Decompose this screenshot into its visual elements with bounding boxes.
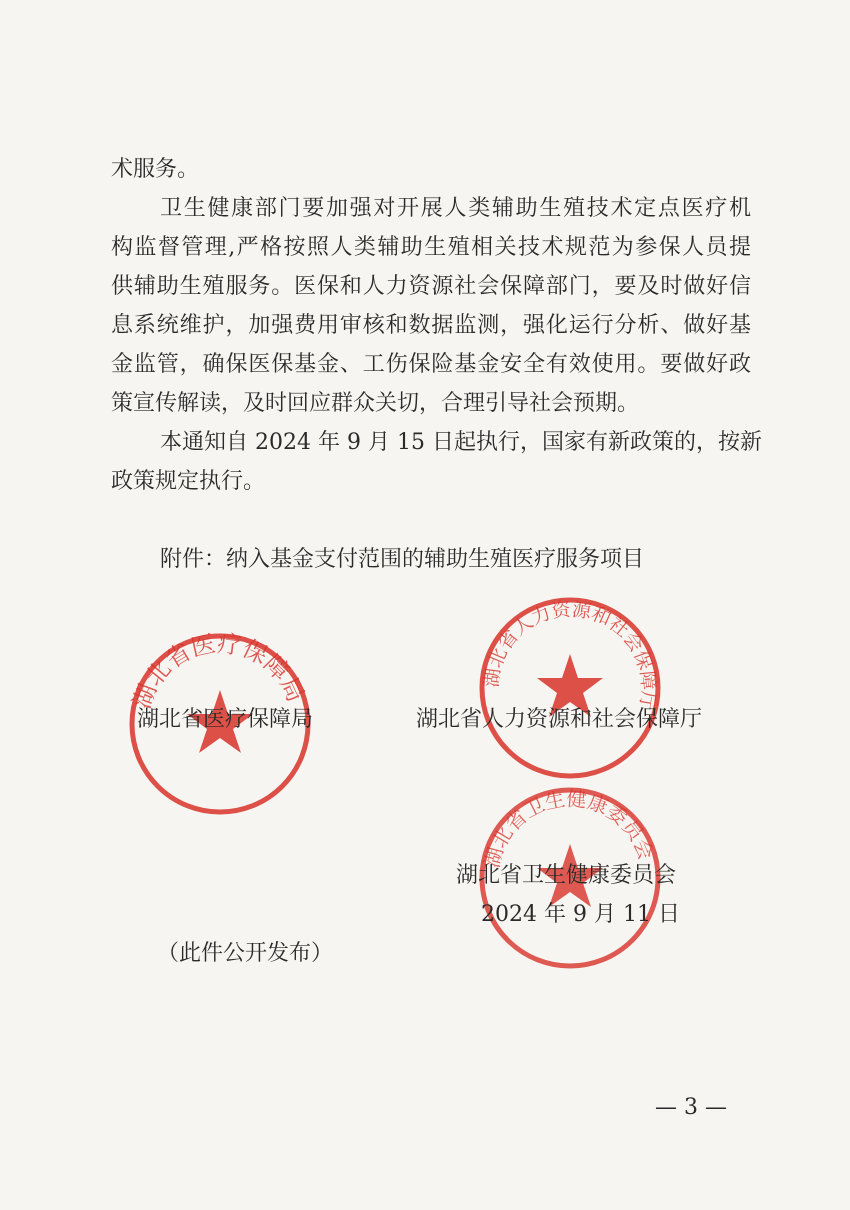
seal-hrss	[478, 596, 662, 780]
signature-hrss: 湖北省人力资源和社会保障厅	[416, 707, 703, 732]
seal-health-commission-text: 湖北省卫生健康委员会	[479, 786, 659, 871]
body-line: 构监督管理,严格按照人类辅助生殖相关技术规范为参保人员提	[111, 235, 751, 260]
body-line: 卫生健康部门要加强对开展人类辅助生殖技术定点医疗机	[160, 196, 751, 221]
signature-date: 2024 年 9 月 11 日	[481, 902, 680, 927]
attachment-line: 附件：纳入基金支付范围的辅助生殖医疗服务项目	[160, 547, 645, 572]
body-line: 金监管，确保医保基金、工伤保险基金安全有效使用。要做好政	[111, 352, 751, 377]
body-line: 术服务。	[111, 157, 200, 182]
body-line: 政策规定执行。	[111, 469, 266, 494]
signature-medical-security: 湖北省医疗保障局	[137, 707, 314, 732]
seal-hrss-text: 湖北省人力资源和社会保障厅	[480, 598, 660, 712]
body-line: 息系统维护，加强费用审核和数据监测，强化运行分析、做好基	[111, 313, 751, 338]
seal-medical-security-text: 湖北省医疗保障局	[127, 629, 310, 713]
signature-health-commission: 湖北省卫生健康委员会	[456, 863, 677, 888]
page-number: — 3 —	[655, 1095, 727, 1120]
body-line: 本通知自 2024 年 9 月 15 日起执行，国家有新政策的，按新	[160, 430, 762, 455]
public-note: （此件公开发布）	[157, 941, 334, 966]
body-line: 策宣传解读，及时回应群众关切，合理引导社会预期。	[111, 391, 640, 416]
body-line: 供辅助生殖服务。医保和人力资源社会保障部门，要及时做好信	[111, 274, 751, 299]
